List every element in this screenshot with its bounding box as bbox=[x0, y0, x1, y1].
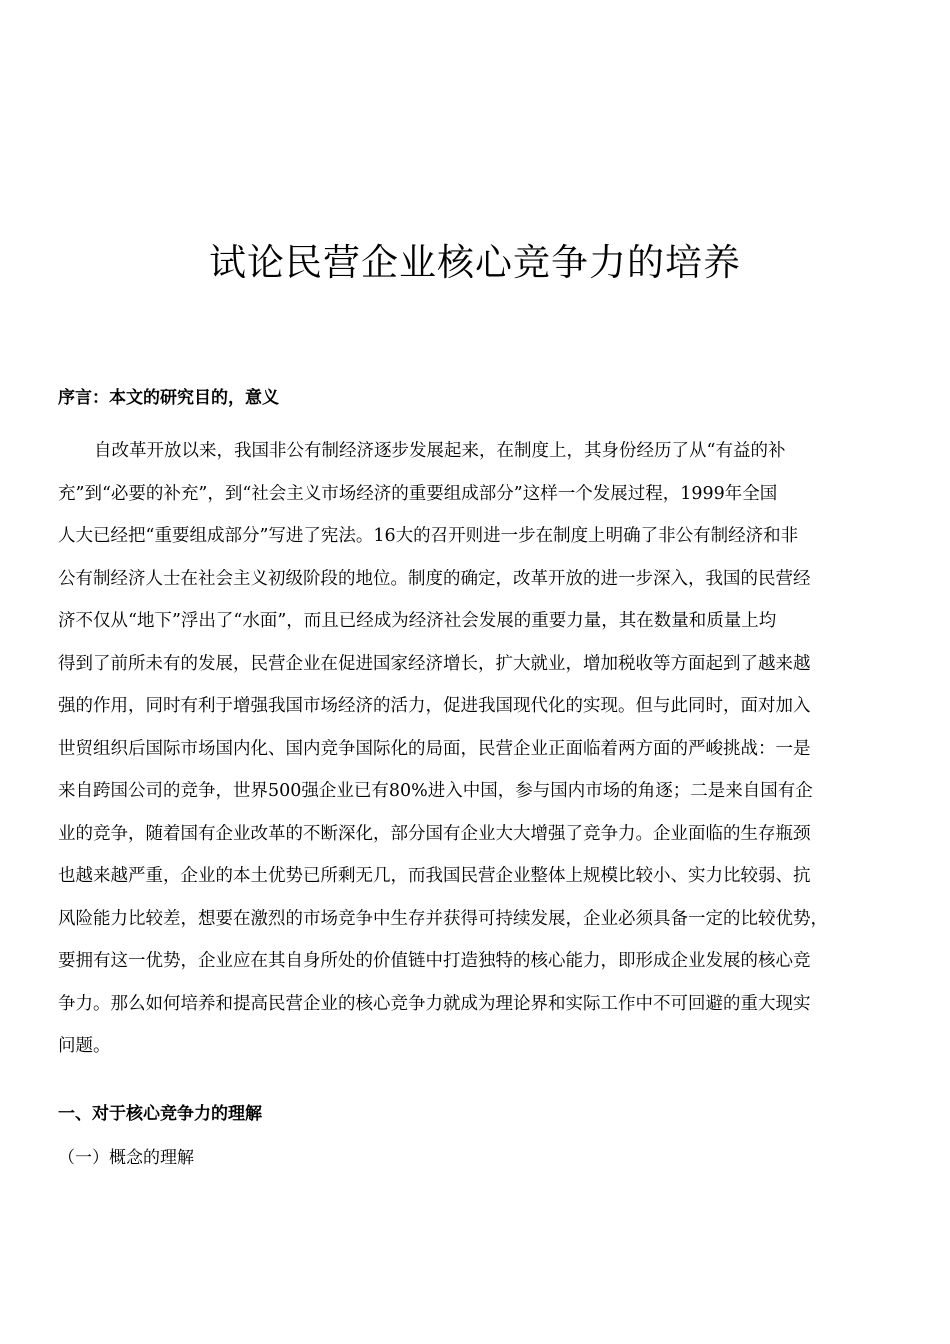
paragraph-line: 来自跨国公司的竞争，世界500强企业已有80%进入中国，参与国内市场的角逐；二是来自国有企 bbox=[58, 781, 813, 801]
paragraph-line: 业的竞争，随着国有企业改革的不断深化，部分国有企业大大增强了竞争力。企业面临的生存瓶颈 bbox=[58, 823, 811, 844]
paragraph-line: 也越来越严重，企业的本土优势已所剩无几，而我国民营企业整体上规模比较小、实力比较弱、抗 bbox=[58, 866, 811, 886]
paragraph-line: 风险能力比较差，想要在激烈的市场竞争中生存并获得可持续发展，企业必须具备一定的比较优势， bbox=[58, 908, 828, 929]
paragraph-line: 自改革开放以来，我国非公有制经济逐步发展起来，在制度上，其身份经历了从“有益的补 bbox=[94, 441, 786, 461]
preface-heading: 序言：本文的研究目的，意义 bbox=[58, 388, 279, 408]
paragraph-line: 争力。那么如何培养和提高民营企业的核心竞争力就成为理论界和实际工作中不可回避的重大现实 bbox=[58, 993, 811, 1014]
paragraph-line: 济不仅从“地下”浮出了“水面”，而且已经成为经济社会发展的重要力量，其在数量和质量上均 bbox=[58, 611, 777, 631]
paragraph-line: 世贸组织后国际市场国内化、国内竞争国际化的局面，民营企业正面临着两方面的严峻挑战：一是 bbox=[58, 738, 811, 759]
paragraph-line: 强的作用，同时有利于增强我国市场经济的活力，促进我国现代化的实现。但与此同时，面对加入 bbox=[58, 696, 811, 716]
paragraph-line: 得到了前所未有的发展，民营企业在促进国家经济增长，扩大就业，增加税收等方面起到了越来越 bbox=[58, 653, 811, 674]
paragraph-line: 公有制经济人士在社会主义初级阶段的地位。制度的确定，改革开放的进一步深入，我国的民营经 bbox=[58, 568, 811, 589]
paragraph-line: 问题。 bbox=[58, 1036, 111, 1056]
subsection-heading: （一）概念的理解 bbox=[58, 1148, 194, 1168]
section-heading: 一、对于核心竞争力的理解 bbox=[58, 1104, 262, 1124]
paragraph-line: 充”到“必要的补充”，到“社会主义市场经济的重要组成部分”这样一个发展过程，1999年全国 bbox=[58, 483, 778, 504]
preface-paragraph bbox=[58, 436, 898, 1074]
document-title: 试论民营企业核心竞争力的培养 bbox=[209, 240, 741, 284]
paragraph-line: 要拥有这一优势，企业应在其自身所处的价值链中打造独特的核心能力，即形成企业发展的核心竞 bbox=[58, 951, 811, 971]
paragraph-line: 人大已经把“重要组成部分”写进了宪法。16大的召开则进一步在制度上明确了非公有制经济和非 bbox=[58, 526, 799, 546]
